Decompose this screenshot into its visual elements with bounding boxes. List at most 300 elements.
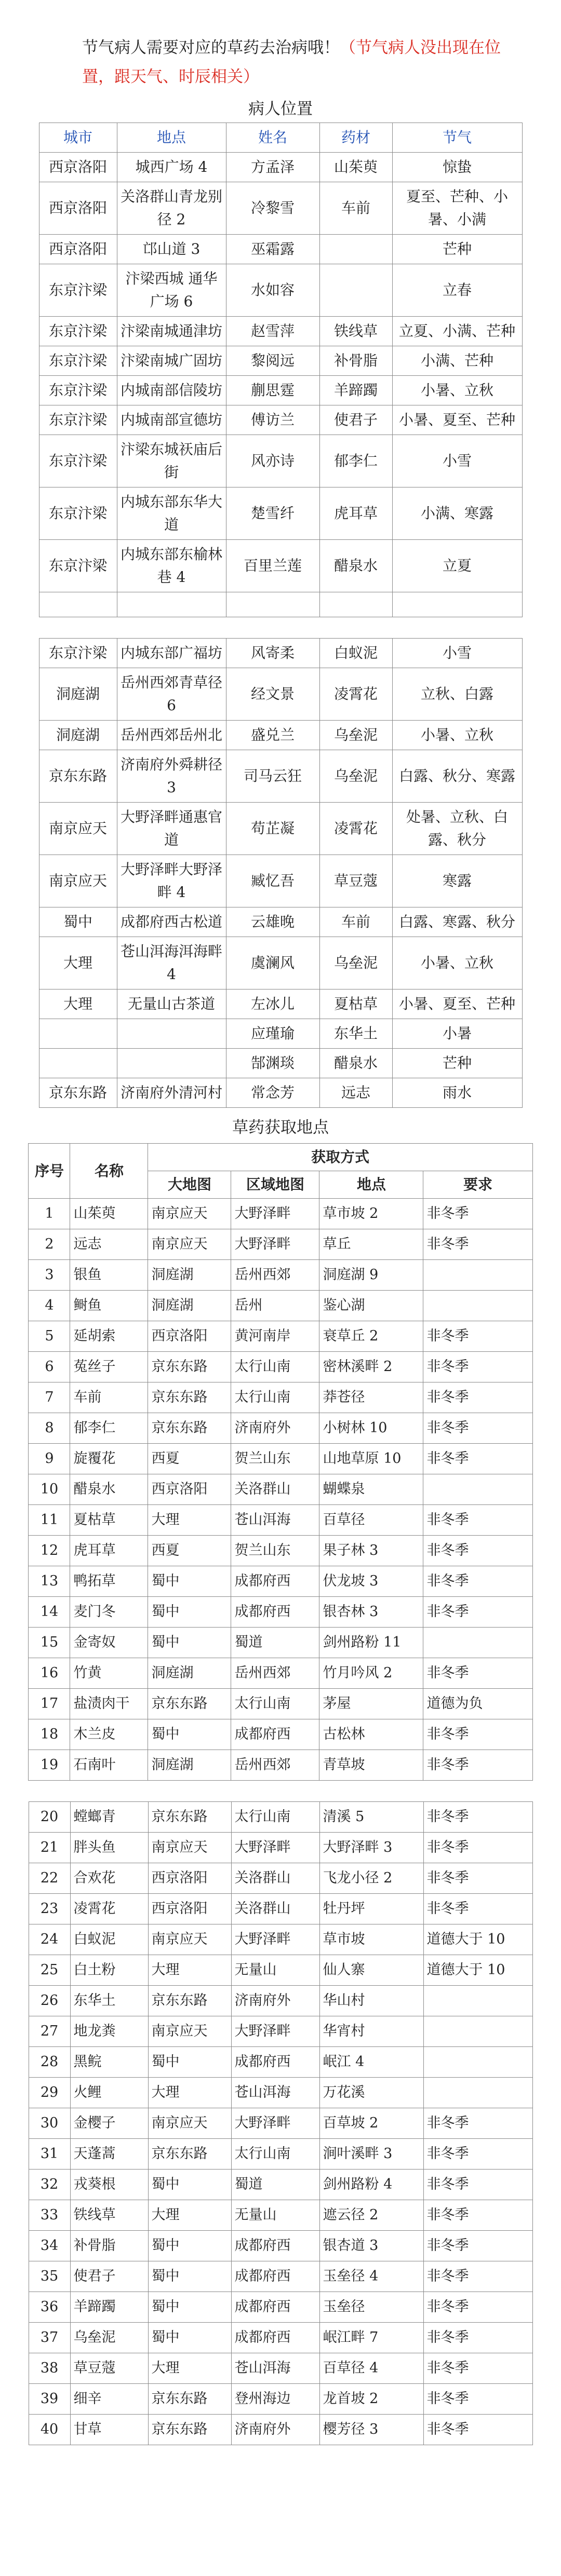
cell-no: 28 bbox=[29, 2047, 70, 2078]
cell-map: 南京应天 bbox=[148, 1924, 231, 1955]
patient-row bbox=[39, 721, 522, 750]
cell-place: 大野泽畔 3 bbox=[319, 1833, 423, 1863]
cell-no: 11 bbox=[29, 1505, 70, 1536]
herb-row bbox=[29, 1505, 532, 1536]
cell-location: 内城东部东华大道 bbox=[117, 487, 226, 540]
cell-region: 岳州 bbox=[231, 1291, 319, 1321]
cell-location: 苍山洱海洱海畔 4 bbox=[117, 937, 226, 989]
cell-requirement bbox=[423, 1986, 532, 2016]
cell-city: 西京洛阳 bbox=[39, 153, 117, 182]
patient-row bbox=[39, 937, 522, 989]
cell-requirement: 非冬季 bbox=[423, 1863, 532, 1894]
cell-herb: 草豆蔻 bbox=[319, 855, 392, 907]
cell-place: 洞庭湖 9 bbox=[319, 1260, 423, 1291]
patient-row bbox=[39, 264, 522, 317]
cell-patient-name: 风亦诗 bbox=[226, 435, 319, 487]
patient-row bbox=[39, 435, 522, 487]
cell-place: 银杏林 3 bbox=[319, 1597, 423, 1628]
cell-patient-name: 应瑾瑜 bbox=[226, 1019, 319, 1049]
cell-no: 17 bbox=[29, 1689, 70, 1719]
cell-place: 果子林 3 bbox=[319, 1536, 423, 1566]
cell-place: 万花溪 bbox=[319, 2078, 423, 2108]
cell-patient-name: 云雄晚 bbox=[226, 907, 319, 937]
cell-region: 岳州西郊 bbox=[231, 1750, 319, 1781]
cell-no: 14 bbox=[29, 1597, 70, 1628]
cell-requirement: 非冬季 bbox=[423, 2139, 532, 2170]
cell-map: 洞庭湖 bbox=[148, 1658, 231, 1689]
cell-place: 百草径 bbox=[319, 1505, 423, 1536]
cell-no: 19 bbox=[29, 1750, 70, 1781]
cell-requirement: 非冬季 bbox=[423, 1444, 532, 1474]
cell-no: 32 bbox=[29, 2170, 70, 2200]
cell-city: 东京汴梁 bbox=[39, 405, 117, 435]
herb-row bbox=[29, 1229, 532, 1260]
cell-patient-name: 冷黎雪 bbox=[226, 182, 319, 235]
patient-row bbox=[39, 1019, 522, 1049]
header-region: 区域地图 bbox=[231, 1171, 319, 1199]
cell-map: 西京洛阳 bbox=[148, 1321, 231, 1352]
header-name: 姓名 bbox=[226, 123, 319, 153]
cell-requirement: 非冬季 bbox=[423, 2231, 532, 2261]
patient-row bbox=[39, 405, 522, 435]
cell-requirement: 非冬季 bbox=[423, 2353, 532, 2384]
cell-place: 剑州路粉 11 bbox=[319, 1628, 423, 1658]
cell-requirement: 非冬季 bbox=[423, 2292, 532, 2323]
herb-row bbox=[29, 2078, 532, 2108]
cell-herb-name: 菟丝子 bbox=[70, 1352, 148, 1382]
cell-requirement bbox=[423, 1474, 532, 1505]
cell-herb: 补骨脂 bbox=[319, 346, 392, 376]
cell-map: 蜀中 bbox=[148, 2292, 231, 2323]
cell-herb-name: 竹黄 bbox=[70, 1658, 148, 1689]
cell-city bbox=[39, 1049, 117, 1078]
cell-herb-name: 郁李仁 bbox=[70, 1413, 148, 1444]
cell-map: 蜀中 bbox=[148, 1628, 231, 1658]
cell-map: 京东东路 bbox=[148, 1352, 231, 1382]
cell-no: 24 bbox=[29, 1924, 70, 1955]
intro-text: 节气病人需要对应的草药去治病哦！ bbox=[82, 38, 340, 57]
cell-map: 蜀中 bbox=[148, 2231, 231, 2261]
cell-map: 洞庭湖 bbox=[148, 1291, 231, 1321]
cell-region: 黄河南岸 bbox=[231, 1321, 319, 1352]
cell-city bbox=[39, 1019, 117, 1049]
cell-place: 草市坡 2 bbox=[319, 1199, 423, 1229]
cell-no: 13 bbox=[29, 1566, 70, 1597]
cell-region: 大野泽畔 bbox=[231, 1924, 319, 1955]
patient-row bbox=[39, 639, 522, 668]
patient-row bbox=[39, 1078, 522, 1108]
cell-region: 岳州西郊 bbox=[231, 1260, 319, 1291]
cell-herb-name: 螳螂青 bbox=[70, 1802, 148, 1833]
cell-region: 成都府西 bbox=[231, 2047, 319, 2078]
cell-region: 成都府西 bbox=[231, 2231, 319, 2261]
cell-place: 莽苍径 bbox=[319, 1382, 423, 1413]
cell-requirement: 非冬季 bbox=[423, 1894, 532, 1924]
cell-region: 苍山洱海 bbox=[231, 2353, 319, 2384]
herb-row bbox=[29, 1474, 532, 1505]
cell-map: 蜀中 bbox=[148, 2323, 231, 2353]
cell-map: 西京洛阳 bbox=[148, 1894, 231, 1924]
cell-herb-name: 铁线草 bbox=[70, 2200, 148, 2231]
cell-herb-name: 乌垒泥 bbox=[70, 2323, 148, 2353]
cell-region: 大野泽畔 bbox=[231, 2108, 319, 2139]
cell-location: 内城东部广福坊 bbox=[117, 639, 226, 668]
cell-herb-name: 鲥鱼 bbox=[70, 1291, 148, 1321]
cell-location: 岳州西郊岳州北 bbox=[117, 721, 226, 750]
herb-row bbox=[29, 2231, 532, 2261]
herb-row bbox=[29, 1802, 532, 1833]
cell-map: 大理 bbox=[148, 2353, 231, 2384]
cell-herb: 凌霄花 bbox=[319, 668, 392, 721]
header-location: 地点 bbox=[117, 123, 226, 153]
cell-region: 成都府西 bbox=[231, 2292, 319, 2323]
cell-no: 15 bbox=[29, 1628, 70, 1658]
cell-place: 古松林 bbox=[319, 1719, 423, 1750]
cell-requirement: 非冬季 bbox=[423, 2323, 532, 2353]
cell-map: 京东东路 bbox=[148, 1689, 231, 1719]
cell-requirement: 非冬季 bbox=[423, 1833, 532, 1863]
cell-region: 太行山南 bbox=[231, 1352, 319, 1382]
cell-solar-term: 惊蛰 bbox=[392, 153, 522, 182]
patient-row bbox=[39, 668, 522, 721]
cell-city: 京东东路 bbox=[39, 750, 117, 803]
cell-region: 蜀道 bbox=[231, 2170, 319, 2200]
cell-location: 关洛群山青龙别径 2 bbox=[117, 182, 226, 235]
herb-row bbox=[29, 1260, 532, 1291]
cell-map: 西京洛阳 bbox=[148, 1863, 231, 1894]
herb-row bbox=[29, 1291, 532, 1321]
cell-place: 岷江 4 bbox=[319, 2047, 423, 2078]
cell-region: 大野泽畔 bbox=[231, 2016, 319, 2047]
cell-map: 蜀中 bbox=[148, 1566, 231, 1597]
herb-row bbox=[29, 2108, 532, 2139]
cell-solar-term: 立夏 bbox=[392, 540, 522, 592]
cell-herb: 羊蹄躅 bbox=[319, 376, 392, 405]
cell-requirement: 非冬季 bbox=[423, 1229, 532, 1260]
cell-patient-name: 水如容 bbox=[226, 264, 319, 317]
patient-row bbox=[39, 907, 522, 937]
cell-place: 岷江畔 7 bbox=[319, 2323, 423, 2353]
cell-region: 成都府西 bbox=[231, 1597, 319, 1628]
cell-map: 京东东路 bbox=[148, 1382, 231, 1413]
herb-source-table bbox=[28, 1143, 532, 1781]
intro-note: （节气病人没出现在位置，跟天气、时辰相关） bbox=[82, 38, 501, 86]
cell-map: 蜀中 bbox=[148, 1597, 231, 1628]
herb-row bbox=[29, 1658, 532, 1689]
cell-herb-name: 延胡索 bbox=[70, 1321, 148, 1352]
cell-no: 33 bbox=[29, 2200, 70, 2231]
cell-map: 南京应天 bbox=[148, 1199, 231, 1229]
cell-city: 大理 bbox=[39, 989, 117, 1019]
cell-requirement: 非冬季 bbox=[423, 1321, 532, 1352]
cell-herb-name: 夏枯草 bbox=[70, 1505, 148, 1536]
cell-city: 西京洛阳 bbox=[39, 182, 117, 235]
cell-no: 7 bbox=[29, 1382, 70, 1413]
herb-row bbox=[29, 1597, 532, 1628]
cell-herb-name: 醋泉水 bbox=[70, 1474, 148, 1505]
cell-no: 20 bbox=[29, 1802, 70, 1833]
cell-patient-name: 方孟泽 bbox=[226, 153, 319, 182]
cell-place: 涧叶溪畔 3 bbox=[319, 2139, 423, 2170]
cell-solar-term: 小暑、夏至、芒种 bbox=[392, 989, 522, 1019]
cell-no: 25 bbox=[29, 1955, 70, 1986]
cell-place: 龙首坡 2 bbox=[319, 2384, 423, 2415]
herb-row bbox=[29, 2323, 532, 2353]
herb-row bbox=[29, 1689, 532, 1719]
cell-map: 洞庭湖 bbox=[148, 1260, 231, 1291]
cell-herb: 乌垒泥 bbox=[319, 937, 392, 989]
herb-row bbox=[29, 1382, 532, 1413]
cell-solar-term: 小雪 bbox=[392, 435, 522, 487]
cell-location: 成都府西古松道 bbox=[117, 907, 226, 937]
herb-row bbox=[29, 2384, 532, 2415]
cell-solar-term: 处暑、立秋、白露、秋分 bbox=[392, 803, 522, 855]
cell-patient-name: 经文景 bbox=[226, 668, 319, 721]
cell-no: 40 bbox=[29, 2415, 70, 2445]
cell-requirement bbox=[423, 2016, 532, 2047]
herb-source-table-continued bbox=[29, 1801, 533, 2445]
herb-row bbox=[29, 2261, 532, 2292]
header-solar-term: 节气 bbox=[392, 123, 522, 153]
herb-row bbox=[29, 1863, 532, 1894]
cell-requirement bbox=[423, 1291, 532, 1321]
herb-row bbox=[29, 2415, 532, 2445]
cell-no: 31 bbox=[29, 2139, 70, 2170]
cell-herb-name: 石南叶 bbox=[70, 1750, 148, 1781]
herb-row bbox=[29, 1894, 532, 1924]
cell-solar-term: 芒种 bbox=[392, 235, 522, 264]
cell-region: 蜀道 bbox=[231, 1628, 319, 1658]
cell-requirement: 非冬季 bbox=[423, 2415, 532, 2445]
cell-city: 东京汴梁 bbox=[39, 540, 117, 592]
cell-herb-name: 凌霄花 bbox=[70, 1894, 148, 1924]
patient-row bbox=[39, 235, 522, 264]
cell-region: 太行山南 bbox=[231, 2139, 319, 2170]
cell-location: 济南府外舜耕径 3 bbox=[117, 750, 226, 803]
patient-row bbox=[39, 487, 522, 540]
cell-herb-name: 甘草 bbox=[70, 2415, 148, 2445]
cell-location: 城西广场 4 bbox=[117, 153, 226, 182]
cell-location: 邙山道 3 bbox=[117, 235, 226, 264]
cell-solar-term: 立秋、白露 bbox=[392, 668, 522, 721]
cell-no: 2 bbox=[29, 1229, 70, 1260]
cell-place: 蝴蝶泉 bbox=[319, 1474, 423, 1505]
cell-location: 汴梁西城 通华广场 6 bbox=[117, 264, 226, 317]
cell-city: 京东东路 bbox=[39, 1078, 117, 1108]
cell-place: 清溪 5 bbox=[319, 1802, 423, 1833]
cell-requirement: 非冬季 bbox=[423, 1750, 532, 1781]
cell-patient-name: 蒯思霆 bbox=[226, 376, 319, 405]
cell-requirement: 非冬季 bbox=[423, 1382, 532, 1413]
cell-place: 草市坡 bbox=[319, 1924, 423, 1955]
cell-requirement: 非冬季 bbox=[423, 1802, 532, 1833]
cell-region: 太行山南 bbox=[231, 1802, 319, 1833]
patient-header-row bbox=[39, 123, 522, 153]
cell-region: 济南府外 bbox=[231, 1986, 319, 2016]
herb-row bbox=[29, 1628, 532, 1658]
herb-row bbox=[29, 2139, 532, 2170]
cell-map: 蜀中 bbox=[148, 1719, 231, 1750]
cell-solar-term: 小暑、立秋 bbox=[392, 721, 522, 750]
cell-place: 牡丹坪 bbox=[319, 1894, 423, 1924]
cell-patient-name: 傅访兰 bbox=[226, 405, 319, 435]
cell-region: 成都府西 bbox=[231, 1566, 319, 1597]
cell-herb: 山茱萸 bbox=[319, 153, 392, 182]
cell-map: 蜀中 bbox=[148, 2261, 231, 2292]
herb-row bbox=[29, 1719, 532, 1750]
cell-region: 关洛群山 bbox=[231, 1894, 319, 1924]
cell-herb-name: 东华土 bbox=[70, 1986, 148, 2016]
header-method: 获取方式 bbox=[148, 1144, 532, 1171]
cell-solar-term: 立夏、小满、芒种 bbox=[392, 317, 522, 346]
cell-patient-name: 虞澜风 bbox=[226, 937, 319, 989]
herb-row bbox=[29, 1413, 532, 1444]
cell-requirement: 非冬季 bbox=[423, 1352, 532, 1382]
cell-map: 大理 bbox=[148, 1505, 231, 1536]
cell-requirement: 非冬季 bbox=[423, 1566, 532, 1597]
cell-city: 洞庭湖 bbox=[39, 721, 117, 750]
herb-row bbox=[29, 2200, 532, 2231]
cell-no: 37 bbox=[29, 2323, 70, 2353]
cell-herb-name: 补骨脂 bbox=[70, 2231, 148, 2261]
cell-map: 西京洛阳 bbox=[148, 1474, 231, 1505]
cell-location: 大野泽畔通惠官道 bbox=[117, 803, 226, 855]
cell-map: 西夏 bbox=[148, 1444, 231, 1474]
cell-herb: 乌垒泥 bbox=[319, 721, 392, 750]
cell-region: 苍山洱海 bbox=[231, 2078, 319, 2108]
header-city: 城市 bbox=[39, 123, 117, 153]
cell-requirement: 道德大于 10 bbox=[423, 1924, 532, 1955]
cell-place: 衰草丘 2 bbox=[319, 1321, 423, 1352]
cell-requirement: 非冬季 bbox=[423, 1413, 532, 1444]
cell-no: 12 bbox=[29, 1536, 70, 1566]
cell-map: 洞庭湖 bbox=[148, 1750, 231, 1781]
cell-herb: 使君子 bbox=[319, 405, 392, 435]
cell-herb-name: 鸭拓草 bbox=[70, 1566, 148, 1597]
cell-no: 1 bbox=[29, 1199, 70, 1229]
cell-region: 成都府西 bbox=[231, 1719, 319, 1750]
cell-location: 内城东部东榆林巷 4 bbox=[117, 540, 226, 592]
cell-place: 遮云径 2 bbox=[319, 2200, 423, 2231]
cell-city: 西京洛阳 bbox=[39, 235, 117, 264]
patient-row bbox=[39, 540, 522, 592]
cell-city: 东京汴梁 bbox=[39, 264, 117, 317]
patient-row bbox=[39, 346, 522, 376]
cell-map: 京东东路 bbox=[148, 2415, 231, 2445]
cell-city: 蜀中 bbox=[39, 907, 117, 937]
cell-no: 6 bbox=[29, 1352, 70, 1382]
cell-city: 东京汴梁 bbox=[39, 317, 117, 346]
cell-place: 仙人寨 bbox=[319, 1955, 423, 1986]
cell-region: 关洛群山 bbox=[231, 1474, 319, 1505]
cell-place: 鉴心湖 bbox=[319, 1291, 423, 1321]
cell-herb: 远志 bbox=[319, 1078, 392, 1108]
cell-region: 关洛群山 bbox=[231, 1863, 319, 1894]
cell-place: 草丘 bbox=[319, 1229, 423, 1260]
cell-requirement: 道德大于 10 bbox=[423, 1955, 532, 1986]
cell-location: 汴梁东城祆庙后街 bbox=[117, 435, 226, 487]
cell-herb-name: 地龙粪 bbox=[70, 2016, 148, 2047]
cell-solar-term: 白露、寒露、秋分 bbox=[392, 907, 522, 937]
cell-region: 苍山洱海 bbox=[231, 1505, 319, 1536]
table-gap bbox=[0, 617, 561, 638]
cell-herb: 乌垒泥 bbox=[319, 750, 392, 803]
cell-herb-name: 金寄奴 bbox=[70, 1628, 148, 1658]
cell-herb: 车前 bbox=[319, 907, 392, 937]
cell-herb-name: 使君子 bbox=[70, 2261, 148, 2292]
cell-herb-name: 旋覆花 bbox=[70, 1444, 148, 1474]
cell-region: 太行山南 bbox=[231, 1382, 319, 1413]
cell-no: 27 bbox=[29, 2016, 70, 2047]
cell-place: 华宵村 bbox=[319, 2016, 423, 2047]
cell-place: 百草径 4 bbox=[319, 2353, 423, 2384]
cell-requirement: 非冬季 bbox=[423, 1505, 532, 1536]
cell-place: 竹月吟风 2 bbox=[319, 1658, 423, 1689]
cell-region: 太行山南 bbox=[231, 1689, 319, 1719]
cell-solar-term: 小暑、立秋 bbox=[392, 376, 522, 405]
cell-patient-name: 常念芳 bbox=[226, 1078, 319, 1108]
cell-map: 大理 bbox=[148, 2200, 231, 2231]
herb-row bbox=[29, 1924, 532, 1955]
cell-location bbox=[117, 1019, 226, 1049]
table-gap bbox=[0, 1781, 561, 1799]
cell-region: 大野泽畔 bbox=[231, 1229, 319, 1260]
cell-location: 内城南部信陵坊 bbox=[117, 376, 226, 405]
cell-no: 30 bbox=[29, 2108, 70, 2139]
cell-map: 京东东路 bbox=[148, 1413, 231, 1444]
cell-requirement bbox=[423, 2078, 532, 2108]
cell-map: 南京应天 bbox=[148, 2016, 231, 2047]
patient-row bbox=[39, 182, 522, 235]
cell-place: 樱芳径 3 bbox=[319, 2415, 423, 2445]
cell-requirement: 非冬季 bbox=[423, 1199, 532, 1229]
cell-no: 18 bbox=[29, 1719, 70, 1750]
patient-location-table-continued bbox=[39, 638, 523, 1108]
cell-herb-name: 天蓬蒿 bbox=[70, 2139, 148, 2170]
cell-map: 京东东路 bbox=[148, 1802, 231, 1833]
cell-location: 汴梁南城广固坊 bbox=[117, 346, 226, 376]
cell-herb-name: 白蚁泥 bbox=[70, 1924, 148, 1955]
herb-row bbox=[29, 2353, 532, 2384]
cell-herb-name: 车前 bbox=[70, 1382, 148, 1413]
cell-solar-term: 白露、秋分、寒露 bbox=[392, 750, 522, 803]
cell-patient-name: 盛兑兰 bbox=[226, 721, 319, 750]
cell-herb: 醋泉水 bbox=[319, 540, 392, 592]
cell-herb: 东华土 bbox=[319, 1019, 392, 1049]
cell-map: 大理 bbox=[148, 2078, 231, 2108]
cell-city: 东京汴梁 bbox=[39, 639, 117, 668]
cell-city: 东京汴梁 bbox=[39, 346, 117, 376]
cell-patient-name: 楚雪纤 bbox=[226, 487, 319, 540]
cell-no: 35 bbox=[29, 2261, 70, 2292]
cell-requirement: 非冬季 bbox=[423, 2108, 532, 2139]
cell-map: 西夏 bbox=[148, 1536, 231, 1566]
cell-place: 剑州路粉 4 bbox=[319, 2170, 423, 2200]
cell-no: 36 bbox=[29, 2292, 70, 2323]
cell-solar-term: 小满、寒露 bbox=[392, 487, 522, 540]
cell-herb-name: 胖头鱼 bbox=[70, 1833, 148, 1863]
cell-herb: 醋泉水 bbox=[319, 1049, 392, 1078]
cell-location: 大野泽畔大野泽畔 4 bbox=[117, 855, 226, 907]
cell-patient-name: 臧忆吾 bbox=[226, 855, 319, 907]
cell-map: 南京应天 bbox=[148, 2108, 231, 2139]
cell-region: 济南府外 bbox=[231, 2415, 319, 2445]
cell-place: 玉垒径 4 bbox=[319, 2261, 423, 2292]
cell-herb: 车前 bbox=[319, 182, 392, 235]
cell-requirement: 非冬季 bbox=[423, 2261, 532, 2292]
cell-map: 京东东路 bbox=[148, 1986, 231, 2016]
cell-herb-name: 白土粉 bbox=[70, 1955, 148, 1986]
